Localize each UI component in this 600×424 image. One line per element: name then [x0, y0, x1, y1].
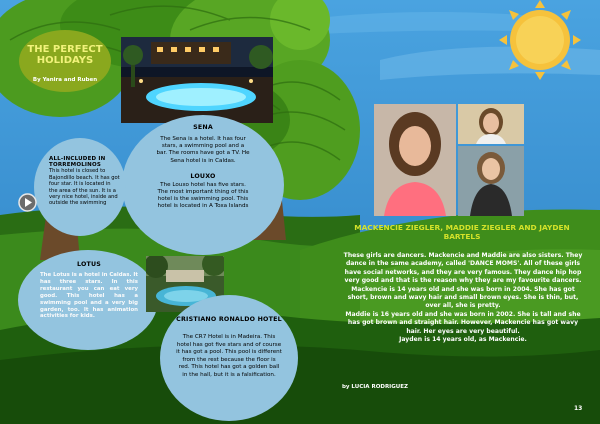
- cr7-text: The CR7 Hotel is in Madeira. This hotel has got five stars and of course it has got a pool. This pool is different from the rest because the floor is red. This hotel has got a golden ball in the hall, but it is a falsification.: [176, 334, 282, 378]
- article-paragraph-4: Jayden is 14 years old, as Mackencie.: [399, 336, 527, 344]
- page-title-line1: THE PERFECT: [27, 44, 103, 55]
- louxo-title: LOUXO: [190, 172, 216, 180]
- dancer-photo-2: [458, 104, 524, 144]
- cr7-title: CRISTIANO RONALDO HOTEL: [176, 316, 282, 323]
- hotel-pool-photo: [121, 37, 273, 123]
- lotus-text: The Lotus is a hotel in Caldas. It has three stars. In this restaurant you can eat very good. This hotel has a swimming pool and a very big garden, too. It has animation activities for kids.: [40, 272, 138, 320]
- louxo-text: The Louxo hotel has five stars. The most important thing of this hotel is the swimming pool. This hotel is located in A Toxa Islands: [157, 181, 249, 210]
- torremolinos-title: ALL-INCLUDED IN TORREMOLINOS: [49, 156, 106, 169]
- sun-icon: [485, 0, 595, 110]
- article-headline: [342, 223, 582, 241]
- sena-text: The Sena is a hotel. It has four stars, a swimming pool and a bar. The rooms have got a TV. He Sena hotel is in Caldas.: [156, 136, 250, 164]
- article-paragraph-2: Mackencie is 14 years old and she was born in 2004. She has got short, brown and wavy hair and small brown eyes. She is thin, but, over all, she is pretty.: [347, 285, 579, 310]
- article-body: [342, 252, 584, 344]
- dancer-photo-3: [458, 146, 524, 216]
- byline: By Yanira and Ruben: [32, 77, 98, 83]
- lotus-bubble: [18, 250, 158, 350]
- article-headline-line2: BARTELS: [443, 232, 481, 241]
- article-headline-line1: MACKENCIE ZIEGLER, MADDIE ZIEGLER AND JAYDEN: [354, 223, 570, 232]
- lotus-title: LOTUS: [76, 261, 102, 268]
- article-paragraph-1: These girls are dancers. Mackencie and Maddie are also sisters. They dance in the same academy, called 'DANCE MOMS'. All of these girls have social networks, and they are very famous. They dance hip hop very good and that is the reason why they are my favourite dancers.: [343, 252, 583, 285]
- cr7-bubble: [160, 295, 298, 421]
- play-button-icon[interactable]: [18, 193, 37, 212]
- page-title-line2: HOLIDAYS: [36, 55, 94, 66]
- page-number: 13: [574, 405, 583, 412]
- sena-louxo-bubble: [122, 115, 284, 255]
- torremolinos-bubble: [34, 138, 126, 236]
- torremolinos-text: This hotel is closed to Bajondillo beach. It has got four star. It is located in the area of the sun. It is a very nice hotel, inside and outside the swimming: [49, 168, 120, 207]
- article-paragraph-3: Maddie is 16 years old and she was born in 2002. She is tall and she has got brown and straight hair. However, Mackencie has got wavy hair. Her eyes are very beautiful.: [345, 310, 581, 335]
- dancer-photo-1: [374, 104, 456, 216]
- sena-title: SENA: [193, 124, 213, 131]
- title-circle: [19, 30, 111, 92]
- article-author: by LUCIA RODRIGUEZ: [342, 384, 408, 390]
